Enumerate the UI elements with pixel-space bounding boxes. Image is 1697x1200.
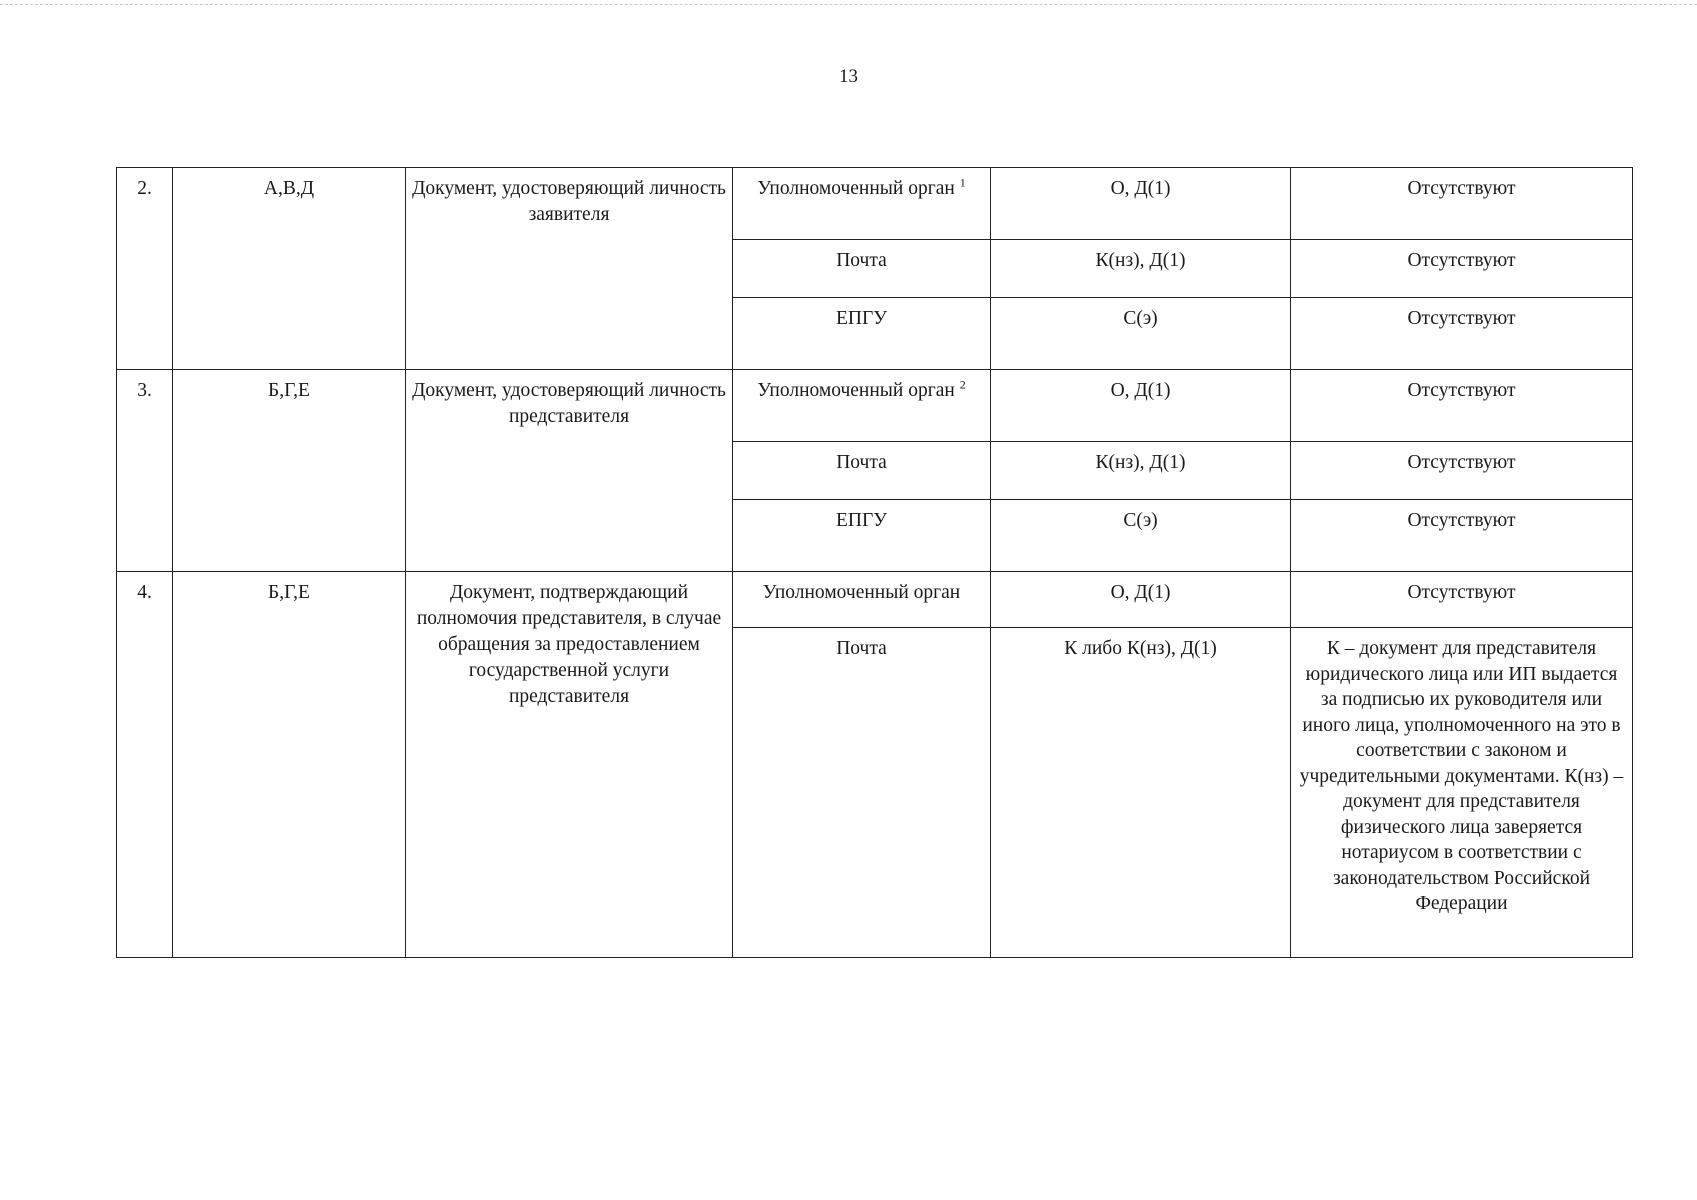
applicant-categories: Б,Г,Е xyxy=(173,572,406,958)
document-name: Документ, удостоверяющий личность заявителя xyxy=(406,168,733,370)
table-row xyxy=(117,370,1633,442)
channel-cell: ЕПГУ xyxy=(733,500,991,572)
form-cell: С(э) xyxy=(991,298,1291,370)
channel-cell xyxy=(733,370,991,442)
scan-edge-line xyxy=(0,4,1697,5)
table-row xyxy=(117,572,1633,628)
applicant-categories: А,В,Д xyxy=(173,168,406,370)
row-number: 4. xyxy=(117,572,173,958)
form-cell: О, Д(1) xyxy=(991,572,1291,628)
document-name: Документ, подтверждающий полномочия представителя, в случае обращения за предоставлением государственной услуги представителя xyxy=(406,572,733,958)
form-cell: К(нз), Д(1) xyxy=(991,442,1291,500)
form-cell: К либо К(нз), Д(1) xyxy=(991,628,1291,958)
row-number: 2. xyxy=(117,168,173,370)
form-cell: О, Д(1) xyxy=(991,370,1291,442)
applicant-categories: Б,Г,Е xyxy=(173,370,406,572)
channel-cell xyxy=(733,168,991,240)
note-cell: Отсутствуют xyxy=(1291,500,1633,572)
channel-cell: Уполномоченный орган xyxy=(733,572,991,628)
channel-label: Уполномоченный орган xyxy=(757,178,955,199)
documents-table xyxy=(116,167,1633,958)
footnote-mark: 1 xyxy=(959,175,966,190)
form-cell: К(нз), Д(1) xyxy=(991,240,1291,298)
form-cell: С(э) xyxy=(991,500,1291,572)
page-number: 13 xyxy=(839,66,858,87)
channel-cell: Почта xyxy=(733,628,991,958)
note-cell: Отсутствуют xyxy=(1291,168,1633,240)
form-cell: О, Д(1) xyxy=(991,168,1291,240)
channel-cell: Почта xyxy=(733,240,991,298)
document-name: Документ, удостоверяющий личность представителя xyxy=(406,370,733,572)
channel-cell: Почта xyxy=(733,442,991,500)
table-row xyxy=(117,168,1633,240)
note-cell: Отсутствуют xyxy=(1291,370,1633,442)
note-cell: Отсутствуют xyxy=(1291,240,1633,298)
note-cell: Отсутствуют xyxy=(1291,572,1633,628)
footnote-mark: 2 xyxy=(959,377,966,392)
channel-cell: ЕПГУ xyxy=(733,298,991,370)
note-cell: К – документ для представителя юридического лица или ИП выдается за подписью их руководителя или иного лица, уполномоченного на это в соответствии с законом и учредительными документами. К(нз) – документ для представителя физического лица заверяется нотариусом в соответствии с законодательством Российской Федерации xyxy=(1291,628,1633,958)
note-cell: Отсутствуют xyxy=(1291,298,1633,370)
row-number: 3. xyxy=(117,370,173,572)
note-cell: Отсутствуют xyxy=(1291,442,1633,500)
channel-label: Уполномоченный орган xyxy=(757,380,955,401)
